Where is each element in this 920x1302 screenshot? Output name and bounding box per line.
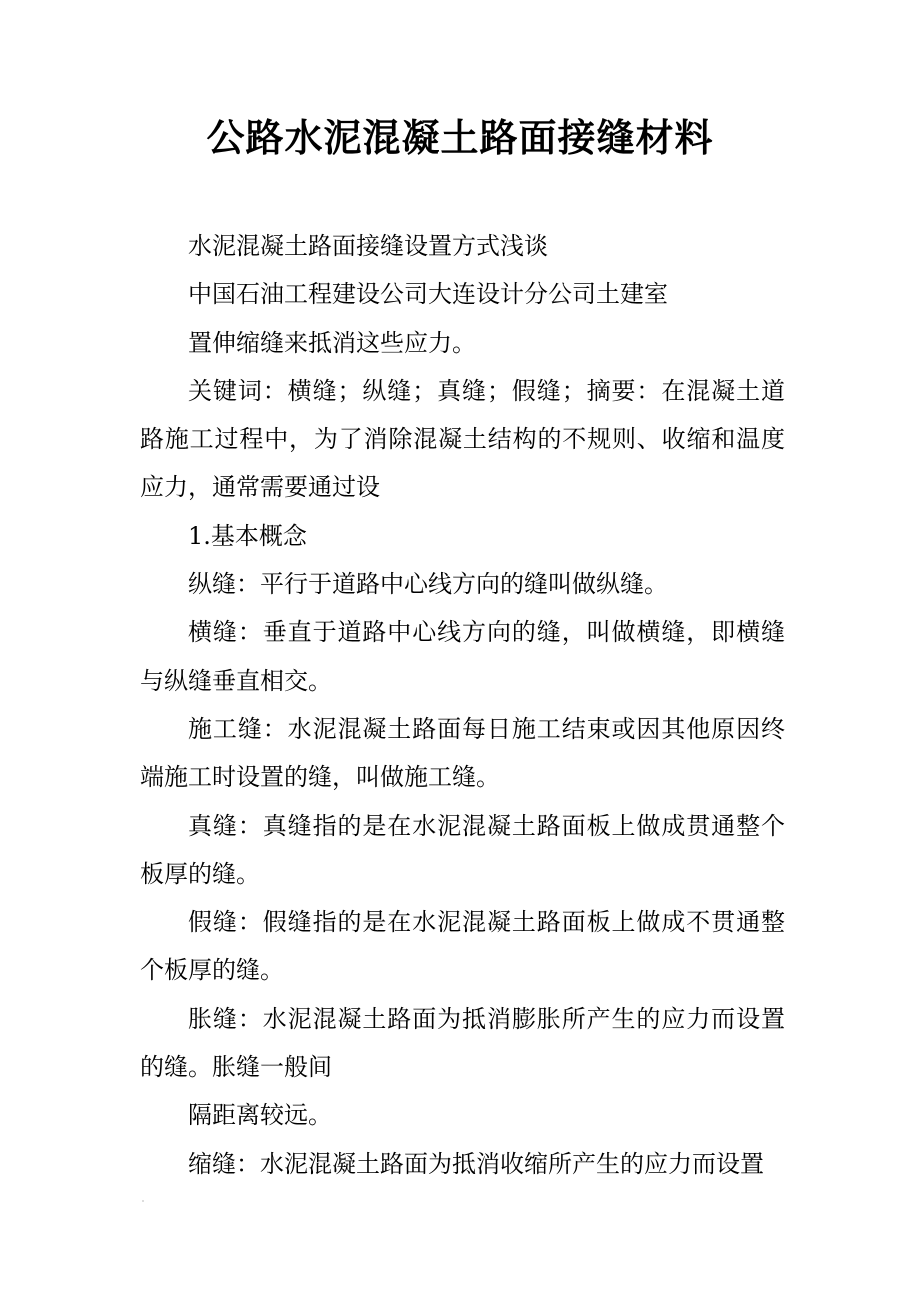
paragraph-true-joint: 真缝：真缝指的是在水泥混凝土路面板上做成贯通整个板厚的缝。 bbox=[140, 811, 785, 888]
paragraph-author: 中国石油工程建设公司大连设计分公司土建室 bbox=[188, 280, 668, 309]
paragraph-construction-joint: 施工缝：水泥混凝土路面每日施工结束或因其他原因终端施工时设置的缝，叫做施工缝。 bbox=[140, 714, 785, 792]
paragraph-transverse-joint: 横缝：垂直于道路中心线方向的缝，叫做横缝，即横缝与纵缝垂直相交。 bbox=[140, 618, 785, 695]
paragraph-longitudinal-joint: 纵缝：平行于道路中心线方向的缝叫做纵缝。 bbox=[188, 570, 668, 599]
paragraph-expansion-joint-spacing: 隔距离较远。 bbox=[188, 1101, 332, 1130]
paragraph-dummy-joint: 假缝：假缝指的是在水泥混凝土路面板上做成不贯通整个板厚的缝。 bbox=[140, 908, 785, 985]
document-title: 公路水泥混凝土路面接缝材料 bbox=[206, 115, 714, 160]
paragraph-keywords: 关键词：横缝；纵缝；真缝；假缝；摘要：在混凝土道路施工过程中，为了消除混凝土结构的不规则、收缩和温度应力，通常需要通过设 bbox=[140, 376, 785, 502]
paragraph-expansion-joint: 胀缝：水泥混凝土路面为抵消膨胀所产生的应力而设置的缝。胀缝一般间 bbox=[140, 1004, 785, 1082]
document-body bbox=[140, 222, 785, 1188]
paragraph-intro: 置伸缩缝来抵消这些应力。 bbox=[188, 328, 476, 357]
page-mark bbox=[142, 1200, 144, 1202]
section-heading: 1.基本概念 bbox=[188, 521, 307, 550]
paragraph-subtitle: 水泥混凝土路面接缝设置方式浅谈 bbox=[188, 232, 548, 260]
paragraph-contraction-joint: 缩缝：水泥混凝土路面为抵消收缩所产生的应力而设置 bbox=[188, 1149, 764, 1178]
